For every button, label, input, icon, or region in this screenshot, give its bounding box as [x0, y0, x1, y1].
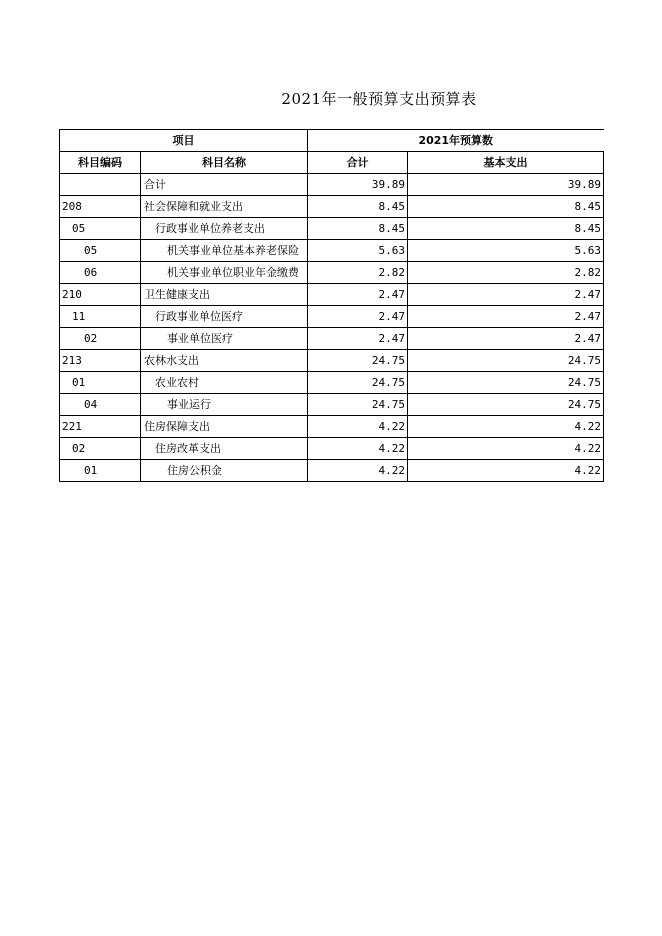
header-basic: 基本支出 [408, 152, 604, 174]
row-total: 2.82 [308, 262, 408, 284]
row-basic: 4.22 [408, 438, 604, 460]
row-name: 农林水支出 [141, 350, 308, 372]
table-row [60, 284, 604, 306]
row-basic: 4.22 [408, 460, 604, 482]
table-row [60, 306, 604, 328]
row-name: 机关事业单位职业年金缴费 [141, 262, 308, 284]
row-code: 06 [60, 262, 141, 284]
row-name: 农业农村 [141, 372, 308, 394]
row-code: 02 [60, 328, 141, 350]
row-code: 221 [60, 416, 141, 438]
row-basic: 39.89 [408, 174, 604, 196]
row-basic: 24.75 [408, 394, 604, 416]
header-total: 合计 [308, 152, 408, 174]
row-code: 01 [60, 460, 141, 482]
table-row [60, 218, 604, 240]
row-total: 8.45 [308, 218, 408, 240]
table-header-row [60, 152, 604, 174]
row-basic: 2.82 [408, 262, 604, 284]
table-row [60, 174, 604, 196]
row-total: 8.45 [308, 196, 408, 218]
row-code: 05 [60, 218, 141, 240]
row-total: 39.89 [308, 174, 408, 196]
row-name: 机关事业单位基本养老保险 [141, 240, 308, 262]
row-basic: 5.63 [408, 240, 604, 262]
row-basic: 8.45 [408, 196, 604, 218]
table-row [60, 416, 604, 438]
row-total: 4.22 [308, 438, 408, 460]
row-code: 05 [60, 240, 141, 262]
row-total: 5.63 [308, 240, 408, 262]
table-row [60, 438, 604, 460]
table-row [60, 394, 604, 416]
row-code: 208 [60, 196, 141, 218]
row-name: 事业运行 [141, 394, 308, 416]
row-basic: 8.45 [408, 218, 604, 240]
row-total: 4.22 [308, 416, 408, 438]
row-name: 事业单位医疗 [141, 328, 308, 350]
row-total: 2.47 [308, 284, 408, 306]
row-name: 住房保障支出 [141, 416, 308, 438]
budget-table [59, 129, 604, 482]
row-basic: 4.22 [408, 416, 604, 438]
table-header-group-row [60, 130, 604, 152]
header-code: 科目编码 [60, 152, 141, 174]
row-code: 210 [60, 284, 141, 306]
row-basic: 24.75 [408, 350, 604, 372]
table-row [60, 196, 604, 218]
row-basic: 2.47 [408, 328, 604, 350]
row-code: 02 [60, 438, 141, 460]
row-total: 2.47 [308, 328, 408, 350]
table-row [60, 350, 604, 372]
row-total: 24.75 [308, 350, 408, 372]
row-code [60, 174, 141, 196]
row-code: 213 [60, 350, 141, 372]
row-name: 社会保障和就业支出 [141, 196, 308, 218]
row-basic: 24.75 [408, 372, 604, 394]
row-total: 24.75 [308, 372, 408, 394]
row-name: 合计 [141, 174, 308, 196]
header-item-group: 项目 [60, 130, 308, 152]
row-code: 04 [60, 394, 141, 416]
row-name: 行政事业单位医疗 [141, 306, 308, 328]
row-total: 2.47 [308, 306, 408, 328]
table-row [60, 328, 604, 350]
row-name: 卫生健康支出 [141, 284, 308, 306]
row-code: 01 [60, 372, 141, 394]
row-name: 行政事业单位养老支出 [141, 218, 308, 240]
header-budget-group: 2021年预算数 [308, 130, 604, 152]
row-basic: 2.47 [408, 284, 604, 306]
row-code: 11 [60, 306, 141, 328]
row-name: 住房公积金 [141, 460, 308, 482]
table-row [60, 262, 604, 284]
page-title: 2021年一般预算支出预算表 [281, 90, 477, 108]
row-total: 4.22 [308, 460, 408, 482]
row-basic: 2.47 [408, 306, 604, 328]
table-row [60, 240, 604, 262]
row-total: 24.75 [308, 394, 408, 416]
row-name: 住房改革支出 [141, 438, 308, 460]
table-row [60, 372, 604, 394]
header-name: 科目名称 [141, 152, 308, 174]
table-row [60, 460, 604, 482]
